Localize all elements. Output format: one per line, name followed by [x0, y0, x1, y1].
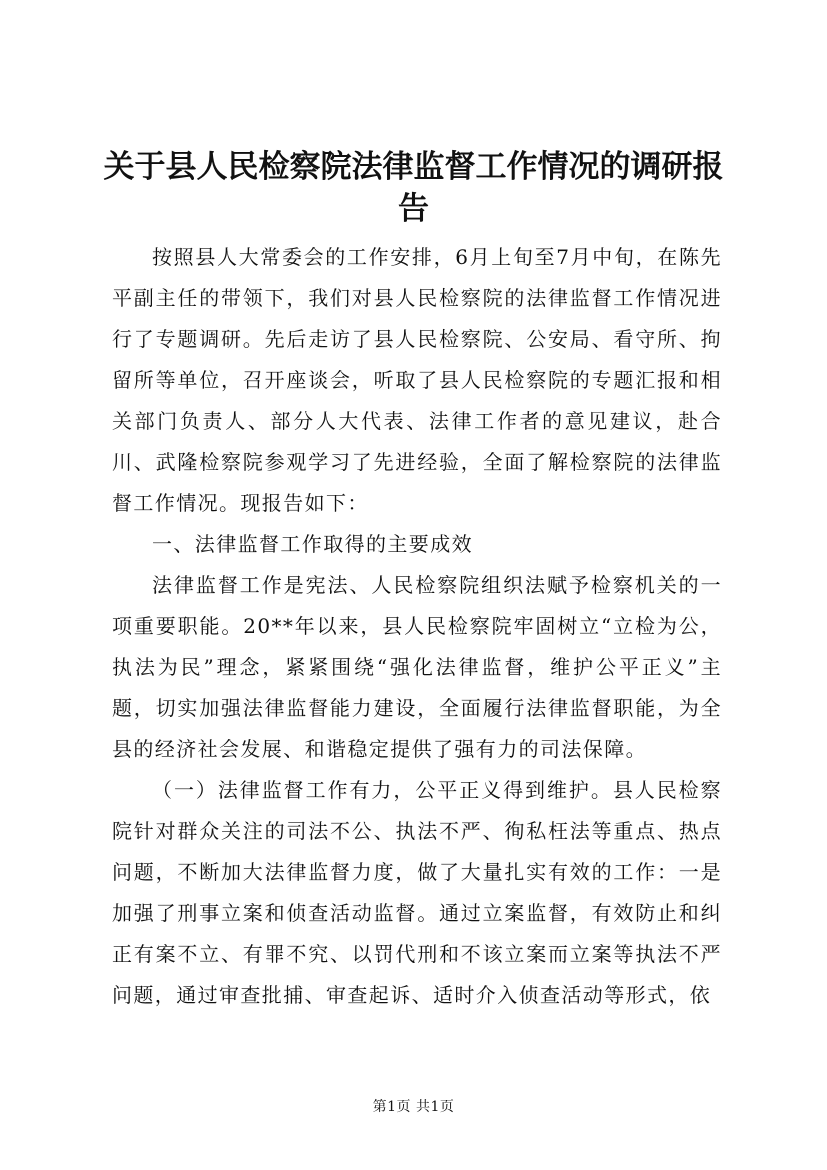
document-title: 关于县人民检察院法律监督工作情况的调研报告: [103, 149, 724, 227]
paragraph-intro: 按照县人大常委会的工作安排，6月上旬至7月中旬，在陈先平副主任的带领下，我们对县人民检察院的法律监督工作情况进行了专题调研。先后走访了县人民检察院、公安局、看守所、拘留所等单位，召开座谈会，听取了县人民检察院的专题汇报和相关部门负责人、部分人大代表、法律工作者的意见建议，赴合川、武隆检察院参观学习了先进经验，全面了解检察院的法律监督工作情况。现报告如下：: [112, 245, 722, 515]
document-body: [112, 237, 722, 1016]
paragraph-section-1: 法律监督工作是宪法、人民检察院组织法赋予检察机关的一项重要职能。20**年以来，县人民检察院牢固树立“立检为公，执法为民”理念，紧紧围绕“强化法律监督，维护公平正义”主题，切实加强法律监督能力建设，全面履行法律监督职能，为全县的经济社会发展、和谐稳定提供了强有力的司法保障。: [112, 573, 722, 761]
section-heading-1: 一、法律监督工作取得的主要成效: [152, 532, 473, 556]
page-footer: 第1页 共1页: [372, 1099, 455, 1115]
paragraph-subsection-1: （一）法律监督工作有力，公平正义得到维护。县人民检察院针对群众关注的司法不公、执法不严、徇私枉法等重点、热点问题，不断加大法律监督力度，做了大量扎实有效的工作：一是加强了刑事立案和侦查活动监督。通过立案监督，有效防止和纠正有案不立、有罪不究、以罚代刑和不该立案而立案等执法不严问题，通过审查批捕、审查起诉、适时介入侦查活动等形式，依: [112, 778, 722, 1007]
